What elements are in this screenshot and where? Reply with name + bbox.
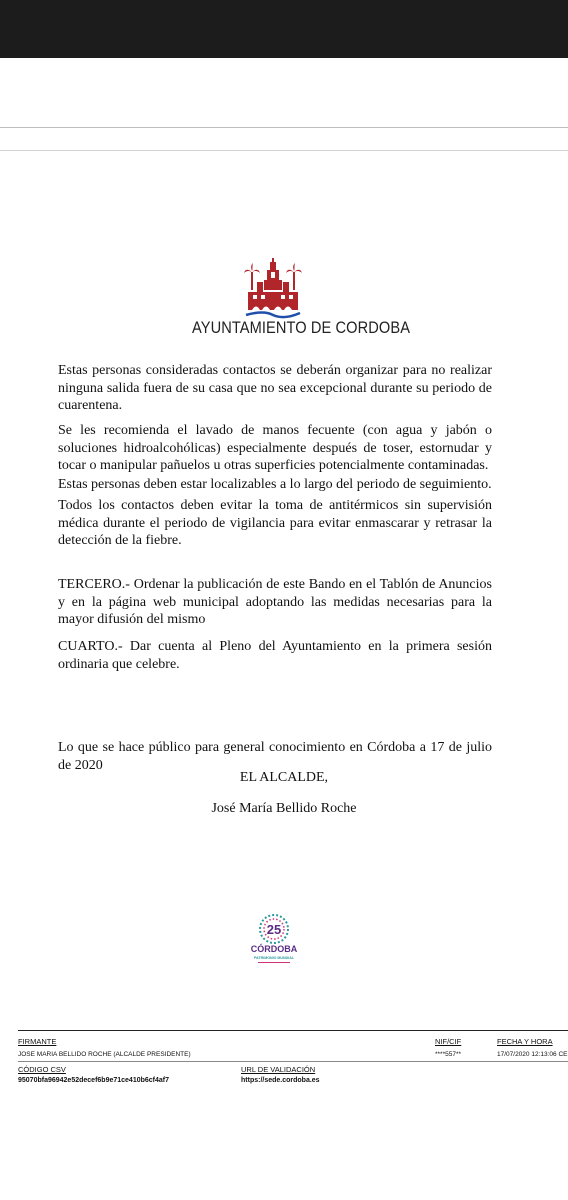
firmante-label: FIRMANTE bbox=[18, 1037, 57, 1046]
signature-footer bbox=[0, 1030, 568, 1090]
firmante-value: JOSE MARIA BELLIDO ROCHE (ALCALDE PRESIDENTE) bbox=[18, 1051, 191, 1058]
url-value[interactable]: https://sede.cordoba.es bbox=[241, 1077, 320, 1084]
paragraph-cuarentena: Estas personas consideradas contactos se deberán organizar para no realizar ninguna salida fuera de su casa que no sea excepcional durante su periodo de cuarentena. bbox=[58, 363, 492, 413]
footer-middle-rule bbox=[18, 1061, 568, 1062]
paragraph-localizables: Estas personas deben estar localizables a lo largo del periodo de seguimiento. bbox=[58, 477, 492, 492]
paragraph-cuarto: CUARTO.- Dar cuenta al Pleno del Ayuntamiento en la primera sesión ordinaria que celebre. bbox=[58, 639, 492, 672]
paragraph-lavado-manos: Se les recomienda el lavado de manos fecuente (con agua y jabón o soluciones hidroalcohólicas) especialmente después de toser, estornudar y tocar o manipular pañuelos u otras superficies potencialmente contaminadas. bbox=[58, 423, 492, 473]
nif-label: NIF/CIF bbox=[435, 1037, 462, 1046]
top-dark-band bbox=[0, 0, 568, 58]
badge-subtitle: PATRIMONIO MUNDIAL bbox=[254, 956, 294, 960]
footer-top-rule bbox=[18, 1030, 568, 1031]
fecha-value: 17/07/2020 12:13:06 CE bbox=[497, 1051, 568, 1058]
cordoba-patrimonio-badge-icon bbox=[246, 912, 302, 970]
csv-label: CÓDIGO CSV bbox=[18, 1065, 66, 1074]
ayuntamiento-title: AYUNTAMIENTO DE CORDOBA bbox=[192, 318, 411, 337]
url-label: URL DE VALIDACIÓN bbox=[241, 1065, 316, 1074]
signature-title: EL ALCALDE, bbox=[239, 770, 329, 785]
page-separator bbox=[0, 150, 568, 151]
header-separator bbox=[0, 127, 568, 128]
csv-value: 95070bfa96942e52decef6b9e71ce410b6cf4af7 bbox=[18, 1077, 170, 1084]
paragraph-tercero: TERCERO.- Ordenar la publicación de este Bando en el Tablón de Anuncios y en la página web municipal adoptando las medidas necesarias para la mayor difusión del mismo bbox=[58, 577, 492, 627]
signature-name: José María Bellido Roche bbox=[211, 801, 357, 816]
fecha-label: FECHA Y HORA bbox=[497, 1037, 553, 1046]
paragraph-antitermicos: Todos los contactos deben evitar la toma de antitérmicos sin supervisión médica durante el periodo de vigilancia para evitar enmascarar y retrasar la detección de la fiebre. bbox=[58, 498, 492, 548]
nif-value: ****557** bbox=[435, 1051, 462, 1058]
badge-name: CÓRDOBA bbox=[250, 944, 298, 954]
paragraph-conocimiento: Lo que se hace público para general conocimiento en Córdoba a 17 de julio de 2020 bbox=[58, 740, 492, 773]
ayuntamiento-logo-icon bbox=[244, 258, 302, 320]
badge-number: 25 bbox=[266, 922, 282, 937]
